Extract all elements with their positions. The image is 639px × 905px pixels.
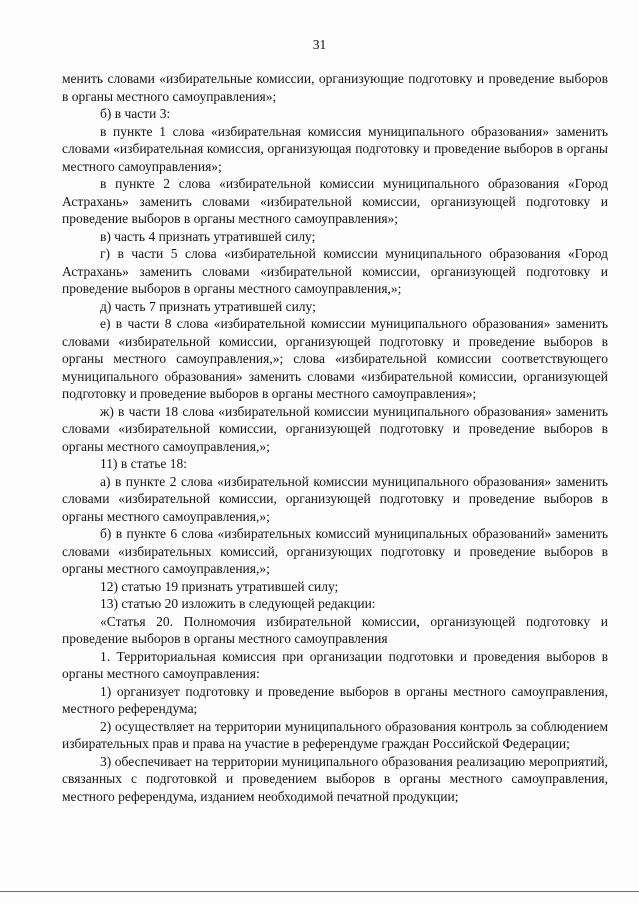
paragraph: б) в пункте 6 слова «избирательных комиссий муниципальных образований» заменить словами «избирательных комиссий, организующих подготовку и проведение выборов в органы местного самоуправления,»; (62, 526, 608, 576)
paragraph: е) в части 8 слова «избирательной комиссии муниципального образования» заменить словами «избирательной комиссии, организующей подготовку и проведение выборов в органы местного самоуправления,»; слова «избирательной комиссии соответствующего муниципального образования» заменить словами «избирательной комиссии, организующей подготовку и проведение выборов в органы местного самоуправления»; (62, 316, 608, 401)
paragraph: 12) статью 19 признать утратившей силу; (100, 578, 339, 594)
paragraph: «Статья 20. Полномочия избирательной комиссии, организующей подготовку и проведение выборов в органы местного самоуправления (62, 613, 608, 646)
footer-divider (0, 891, 639, 892)
paragraph: в пункте 2 слова «избирательной комиссии муниципального образования «Город Астрахань» заменить словами «избирательной комиссии, организующей подготовку и проведение выборов в органы местного самоуправления»; (62, 176, 608, 226)
page-number: 31 (312, 37, 327, 52)
paragraph: в) часть 4 признать утратившей силу; (100, 228, 316, 244)
paragraph: 1. Территориальная комиссия при организации подготовки и проведения выборов в органы местного самоуправления: (62, 648, 608, 681)
paragraph: д) часть 7 признать утратившей силу; (100, 298, 316, 314)
paragraph: б) в части 3: (100, 106, 171, 121)
document-body (62, 70, 608, 805)
paragraph: 11) в статье 18: (100, 456, 187, 471)
paragraph: в пункте 1 слова «избирательная комиссия муниципального образования» заменить словами «избирательная комиссия, организующая подготовку и проведение выборов в органы местного самоуправления»; (62, 123, 608, 174)
paragraph: 3) обеспечивает на территории муниципального образования реализацию мероприятий, связанных с подготовкой и проведением выборов в органы местного самоуправления, местного референдума, изданием необходимой печатной продукции; (62, 753, 608, 804)
paragraph: менить словами «избирательные комиссии, организующие подготовку и проведение выборов в органы местного самоуправления»; (62, 71, 608, 104)
paragraph: ж) в части 18 слова «избирательной комиссии муниципального образования» заменить словами «избирательной комиссии, организующей подготовку и проведение выборов в органы местного самоуправления,»; (62, 403, 608, 454)
paragraph: 13) статью 20 изложить в следующей редакции: (100, 596, 376, 611)
paragraph: 1) организует подготовку и проведение выборов в органы местного самоуправления, местного референдума; (62, 683, 608, 716)
paragraph: 2) осуществляет на территории муниципального образования контроль за соблюдением избирательных прав и права на участие в референдуме граждан Российской Федерации; (62, 718, 608, 751)
paragraph: г) в части 5 слова «избирательной комиссии муниципального образования «Город Астрахань» заменить словами «избирательной комиссии, организующей подготовку и проведение выборов в органы местного самоуправления,»; (62, 246, 608, 296)
paragraph: а) в пункте 2 слова «избирательной комиссии муниципального образования» заменить словами «избирательной комиссии, организующей подготовку и проведение выборов в органы местного самоуправления,»; (62, 473, 608, 524)
